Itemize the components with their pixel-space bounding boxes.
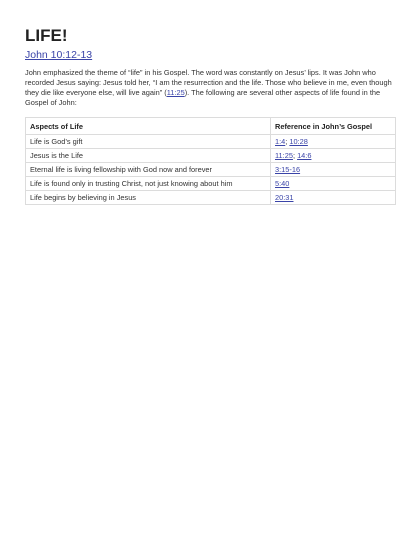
page-title: LIFE!: [25, 26, 68, 45]
intro-text-before: John emphasized the theme of “life” in his Gospel. The word was constantly on Jesus’ lips. It was John who recorded Jesus saying: Jesus told her, “I am the resurrection and the life. Those who believe in me, even though they die like everyone else, will live again” (: [25, 68, 392, 97]
verse-link[interactable]: 3:15-16: [275, 165, 301, 174]
verse-link[interactable]: 10:28: [289, 137, 308, 146]
verse-link[interactable]: 1:4: [275, 137, 286, 146]
table-header-row: [26, 118, 396, 135]
reference-cell: [271, 177, 396, 191]
table-row: [26, 177, 396, 191]
scripture-link[interactable]: John 10:12-13: [25, 49, 93, 61]
separator: ;: [292, 151, 298, 160]
aspect-cell: Jesus is the Life: [26, 149, 271, 163]
table-row: [26, 191, 396, 205]
intro-text-after: ). The following are several other aspects of life found in the Gospel of John:: [25, 88, 381, 107]
aspect-cell: Life is found only in trusting Christ, not just knowing about him: [26, 177, 271, 191]
verse-link[interactable]: 5:40: [275, 179, 290, 188]
verse-link[interactable]: 20:31: [275, 193, 294, 202]
separator: ;: [285, 137, 290, 146]
page: [0, 0, 420, 205]
verse-link[interactable]: 14:6: [297, 151, 312, 160]
reference-cell: [271, 135, 396, 149]
aspects-table: [25, 117, 396, 205]
reference-cell: [271, 191, 396, 205]
aspect-cell: Eternal life is living fellowship with God now and forever: [26, 163, 271, 177]
table-row: [26, 149, 396, 163]
intro-verse-link[interactable]: 11:25: [166, 88, 185, 97]
table-row: [26, 135, 396, 149]
aspect-cell: Life begins by believing in Jesus: [26, 191, 271, 205]
reference-cell: [271, 149, 396, 163]
table-row: [26, 163, 396, 177]
intro-paragraph: [25, 68, 396, 108]
verse-link[interactable]: 11:25: [275, 151, 293, 160]
header-aspects: Aspects of Life: [26, 118, 271, 135]
reference-cell: [271, 163, 396, 177]
aspect-cell: Life is God’s gift: [26, 135, 271, 149]
header-reference: Reference in John’s Gospel: [271, 118, 396, 135]
